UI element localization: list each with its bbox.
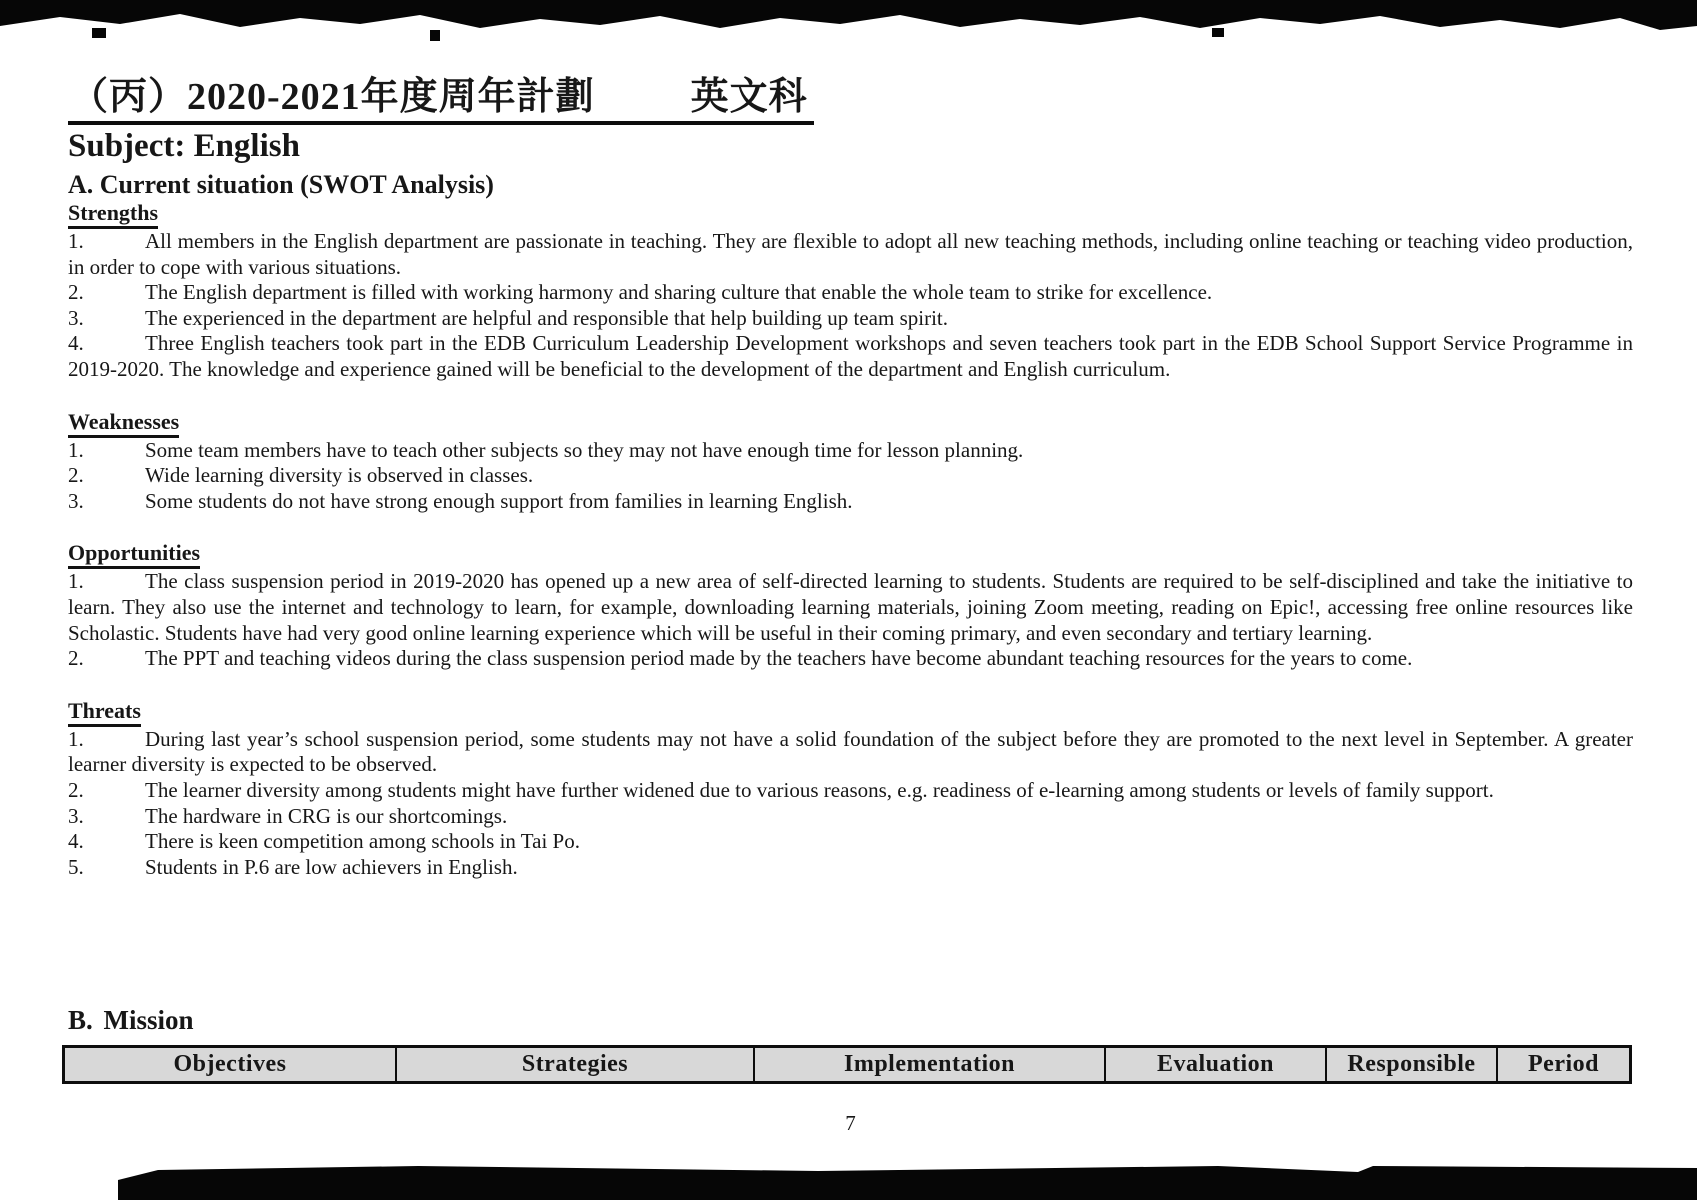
document-title-underlined — [68, 74, 814, 125]
document-title-subject-zh: 英文科 — [690, 76, 808, 118]
scan-artifact-top — [0, 0, 1697, 34]
swot-heading-label: Weaknesses — [68, 409, 179, 438]
swot-heading-label: Strengths — [68, 200, 158, 229]
mission-col-header-period: Period — [1497, 1047, 1631, 1083]
swot-item-number: 1. — [68, 437, 84, 462]
document-title-zh: （丙）2020-2021年度周年計劃 — [70, 76, 595, 118]
swot-item: 2. The learner diversity among students might have further widened due to various reasons, e.g. readiness of e-learning among students or levels of family support. — [68, 777, 1494, 802]
swot-item: 4. There is keen competition among schools in Tai Po. — [68, 829, 580, 854]
mission-table — [62, 1045, 1632, 1084]
swot-item: 1. The class suspension period in 2019-2020 has opened up a new area of self-directed learning to students. Students are required to be self-disciplined and take the initiative to learn. They also use the internet and technology to learn, for example, downloading learning materials, joining Zoom meeting, reading on Epic!, accessing free online resources like Scholastic. Students have had very good online learning experience which will be useful in their coming primary, and even secondary and tertiary learning. — [68, 569, 1633, 645]
mission-col-header-objectives: Objectives — [64, 1047, 397, 1083]
swot-item-number: 4. — [68, 331, 84, 356]
swot-item-number: 1. — [68, 726, 84, 751]
swot-item-number: 2. — [68, 646, 84, 671]
swot-item: 2. The English department is filled with working harmony and sharing culture that enable the whole team to strike for excellence. — [68, 280, 1213, 305]
swot-heading-threats — [68, 698, 1633, 727]
section-a-heading: A. Current situation (SWOT Analysis) — [68, 170, 494, 199]
mission-col-header-evaluation: Evaluation — [1105, 1047, 1326, 1083]
swot-item: 3. The experienced in the department are helpful and responsible that help building up team spirit. — [68, 305, 948, 330]
swot-item: 3. The hardware in CRG is our shortcomings. — [68, 803, 508, 828]
swot-item-number: 3. — [68, 305, 84, 330]
swot-item: 1. All members in the English department are passionate in teaching. They are flexible to adopt all new teaching methods, including online teaching or teaching video production, in order to cope with various situations. — [68, 229, 1633, 279]
swot-item-number: 2. — [68, 463, 84, 488]
swot-item-number: 1. — [68, 229, 84, 253]
swot-item-number: 3. — [68, 488, 84, 513]
mission-col-header-strategies: Strategies — [396, 1047, 754, 1083]
swot-item-number: 2. — [68, 777, 84, 802]
swot-item: 1. Some team members have to teach other subjects so they may not have enough time for lesson planning. — [68, 437, 1024, 462]
swot-heading-opportunities — [68, 540, 1633, 569]
swot-item-number: 4. — [68, 829, 84, 854]
section-b-heading: B. Mission — [68, 1005, 194, 1036]
swot-heading-strengths — [68, 200, 1633, 229]
subject-heading: Subject: English — [68, 128, 300, 164]
swot-item: 2. Wide learning diversity is observed in classes. — [68, 463, 534, 488]
mission-col-header-implementation: Implementation — [754, 1047, 1105, 1083]
swot-item-number: 3. — [68, 803, 84, 828]
scan-speck — [1212, 28, 1224, 37]
swot-item: 2. The PPT and teaching videos during the class suspension period made by the teachers have become abundant teaching resources for the years to come. — [68, 646, 1413, 671]
swot-item-number: 5. — [68, 854, 84, 879]
page-number: 7 — [845, 1111, 856, 1136]
swot-sections — [68, 200, 1633, 880]
scan-speck — [430, 30, 440, 41]
swot-item: 4. Three English teachers took part in the EDB Curriculum Leadership Development workshops and seven teachers took part in the EDB School Support Service Programme in 2019-2020. The knowledge and experience gained will be beneficial to the development of the department and English curriculum. — [68, 331, 1633, 381]
swot-heading-label: Threats — [68, 698, 141, 727]
document-title — [68, 74, 1633, 125]
mission-table-header-row — [64, 1047, 1631, 1083]
scan-artifact-bottom — [118, 1166, 1697, 1200]
swot-item: 3. Some students do not have strong enough support from families in learning English. — [68, 488, 853, 513]
scan-speck — [92, 28, 106, 38]
swot-item: 5. Students in P.6 are low achievers in English. — [68, 854, 518, 879]
swot-item-number: 1. — [68, 569, 84, 594]
swot-heading-weaknesses — [68, 409, 1633, 438]
swot-heading-label: Opportunities — [68, 540, 200, 569]
page-content — [68, 74, 1633, 1136]
swot-item-number: 2. — [68, 280, 84, 305]
mission-col-header-responsible: Responsible — [1326, 1047, 1497, 1083]
swot-item: 1. During last year’s school suspension period, some students may not have a solid foundation of the subject before they are promoted to the next level in September. A greater learner diversity is expected to be observed. — [68, 726, 1633, 777]
